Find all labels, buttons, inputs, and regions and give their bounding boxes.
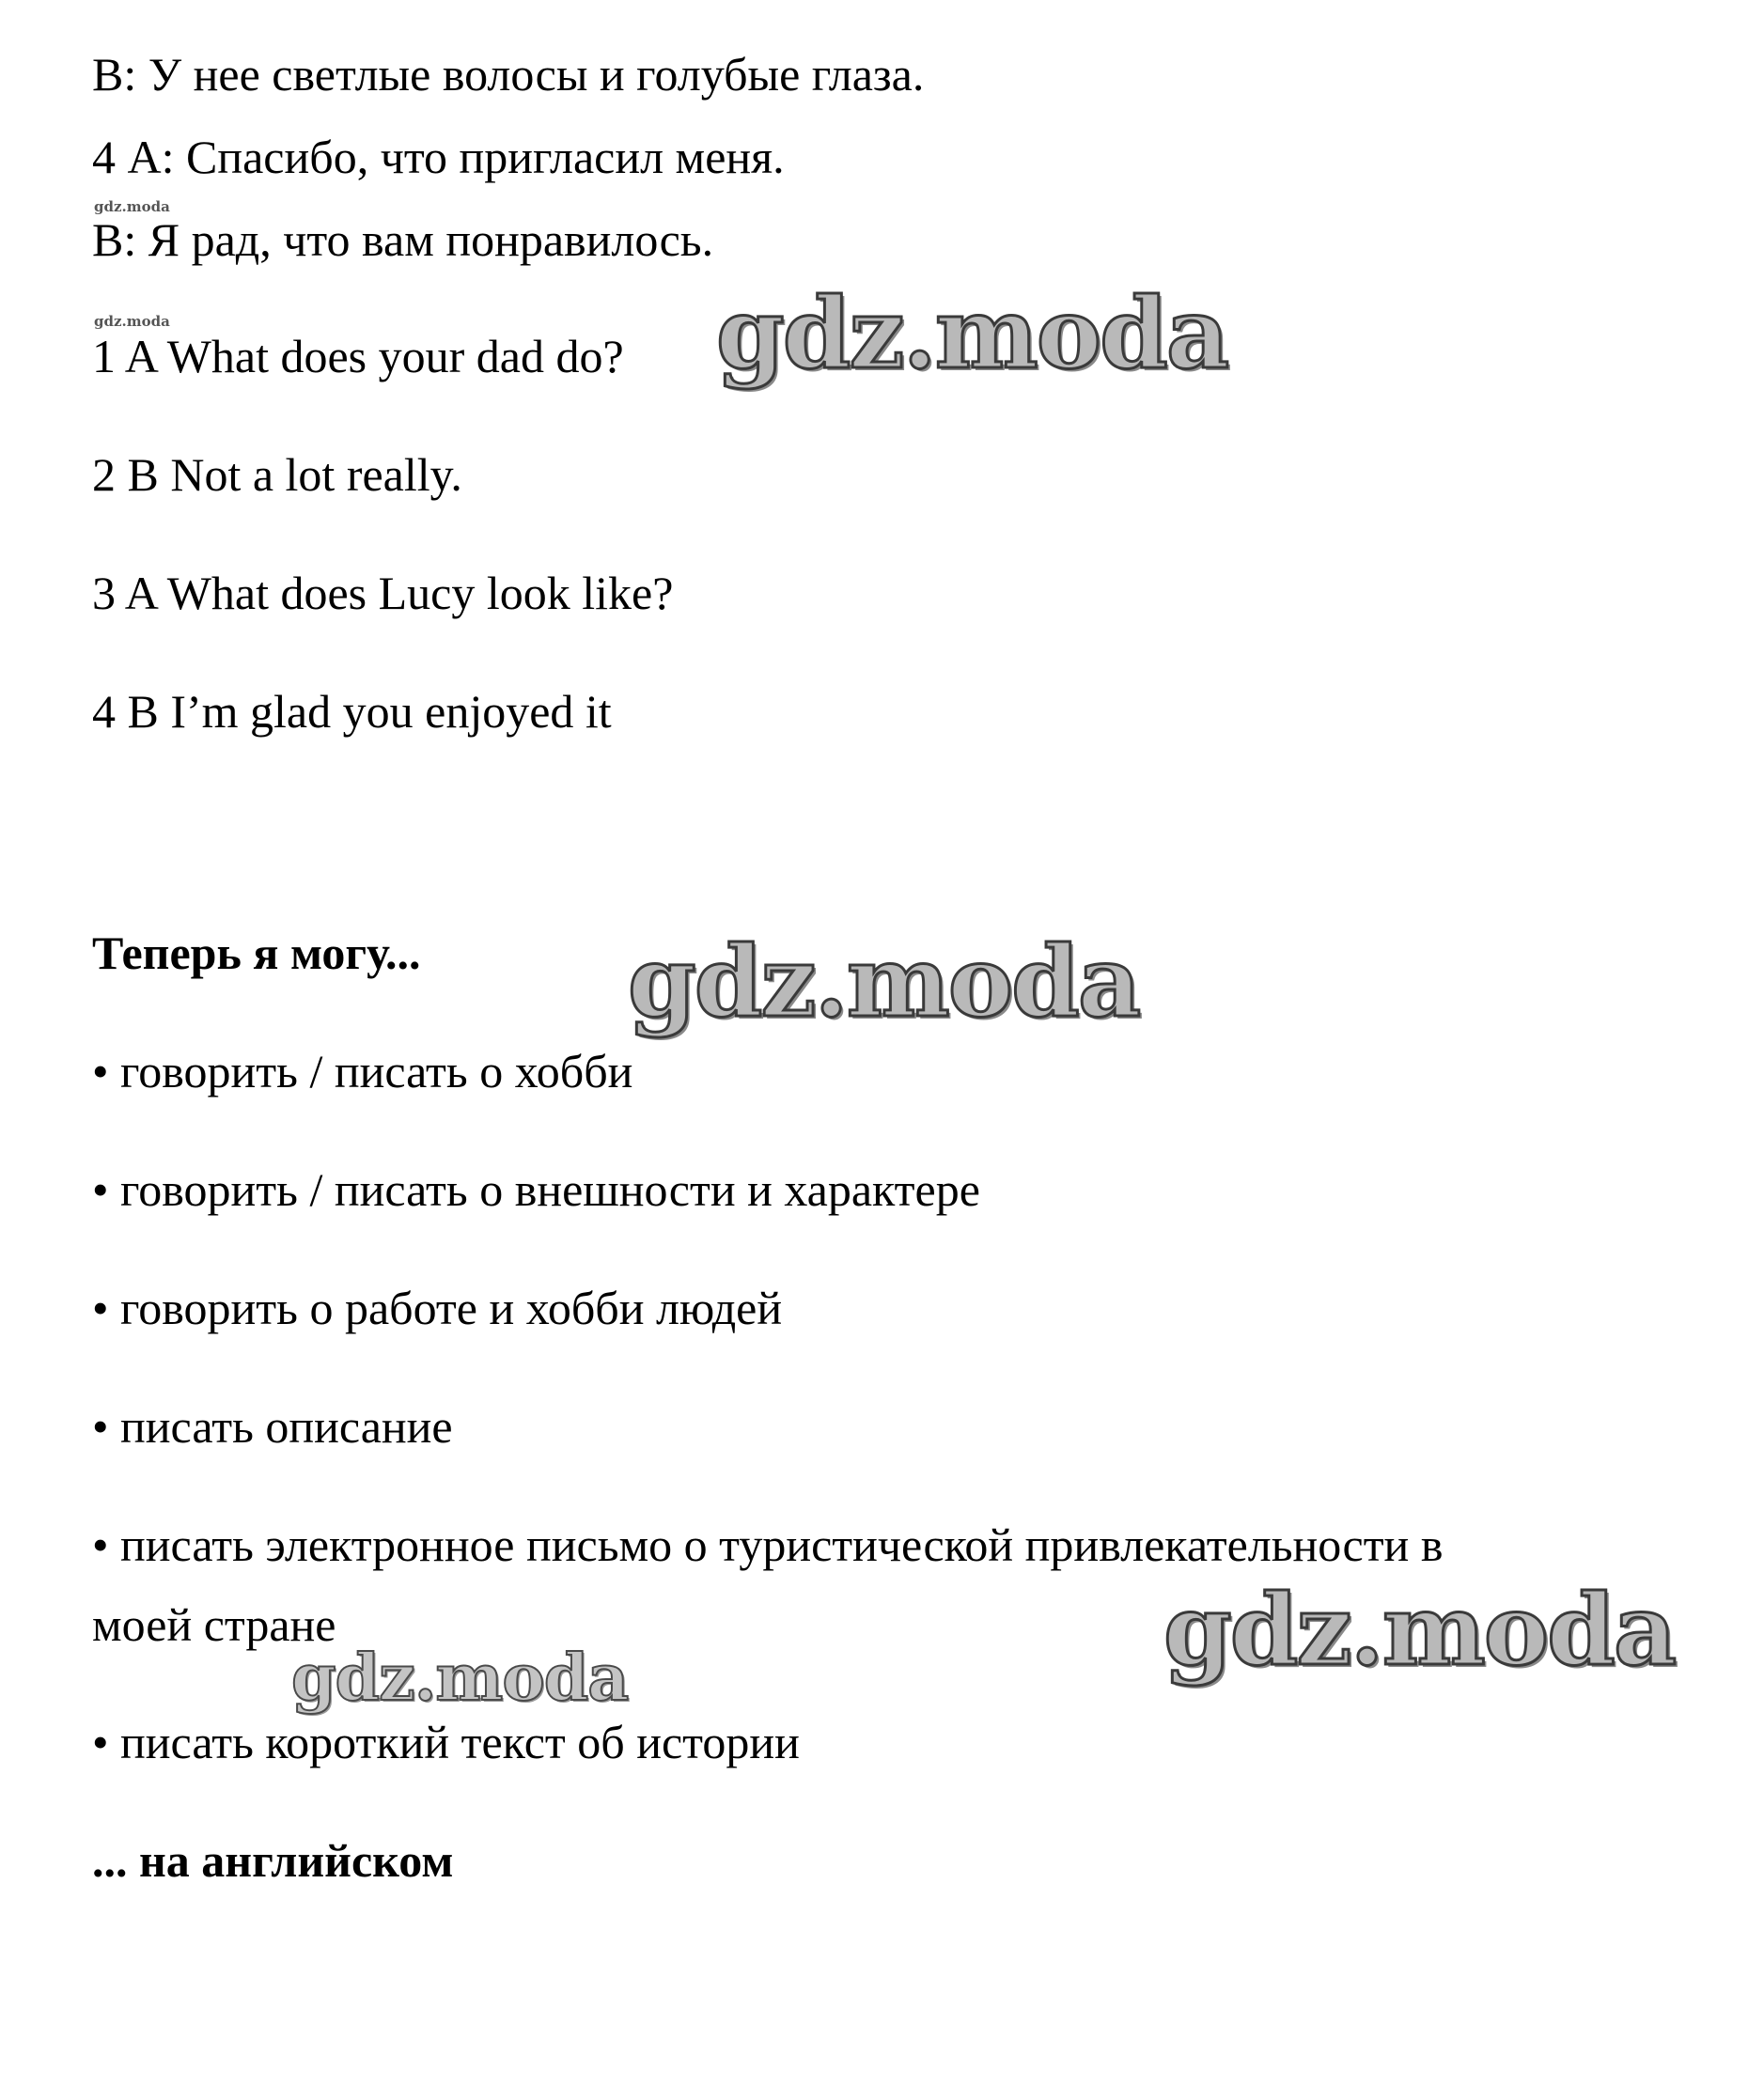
watermark-medium-1: gdz.moda	[291, 1641, 629, 1716]
watermark-large-2: gdz.moda	[628, 924, 1140, 1039]
skill-item-2: • говорить / писать о внешности и характере	[92, 1163, 980, 1216]
watermark-small-2: gdz.moda	[94, 313, 170, 330]
watermark-large-1: gdz.moda	[716, 275, 1228, 391]
dialogue-line-2: 4 А: Спасибо, что пригласил меня.	[92, 131, 785, 183]
skill-item-6: • писать короткий текст об истории	[92, 1716, 800, 1768]
answer-line-2: 2 B Not a lot really.	[92, 448, 462, 501]
answer-line-1: 1 A What does your dad do?	[92, 330, 624, 382]
skill-item-1: • говорить / писать о хобби	[92, 1045, 633, 1097]
watermark-small-1: gdz.moda	[94, 198, 170, 215]
section-footer: ... на английском	[92, 1834, 454, 1887]
answer-line-3: 3 A What does Lucy look like?	[92, 567, 674, 619]
skill-item-4: • писать описание	[92, 1400, 453, 1453]
watermark-large-3: gdz.moda	[1163, 1572, 1676, 1688]
skill-item-3: • говорить о работе и хобби людей	[92, 1282, 783, 1334]
skill-item-5-continued: моей стране	[92, 1598, 336, 1651]
dialogue-line-1: В: У нее светлые волосы и голубые глаза.	[92, 48, 925, 101]
dialogue-line-3: В: Я рад, что вам понравилось.	[92, 213, 714, 266]
skill-item-5: • писать электронное письмо о туристической привлекательности в	[92, 1518, 1444, 1571]
section-heading: Теперь я могу...	[92, 926, 421, 979]
answer-line-4: 4 B I’m glad you enjoyed it	[92, 685, 612, 738]
